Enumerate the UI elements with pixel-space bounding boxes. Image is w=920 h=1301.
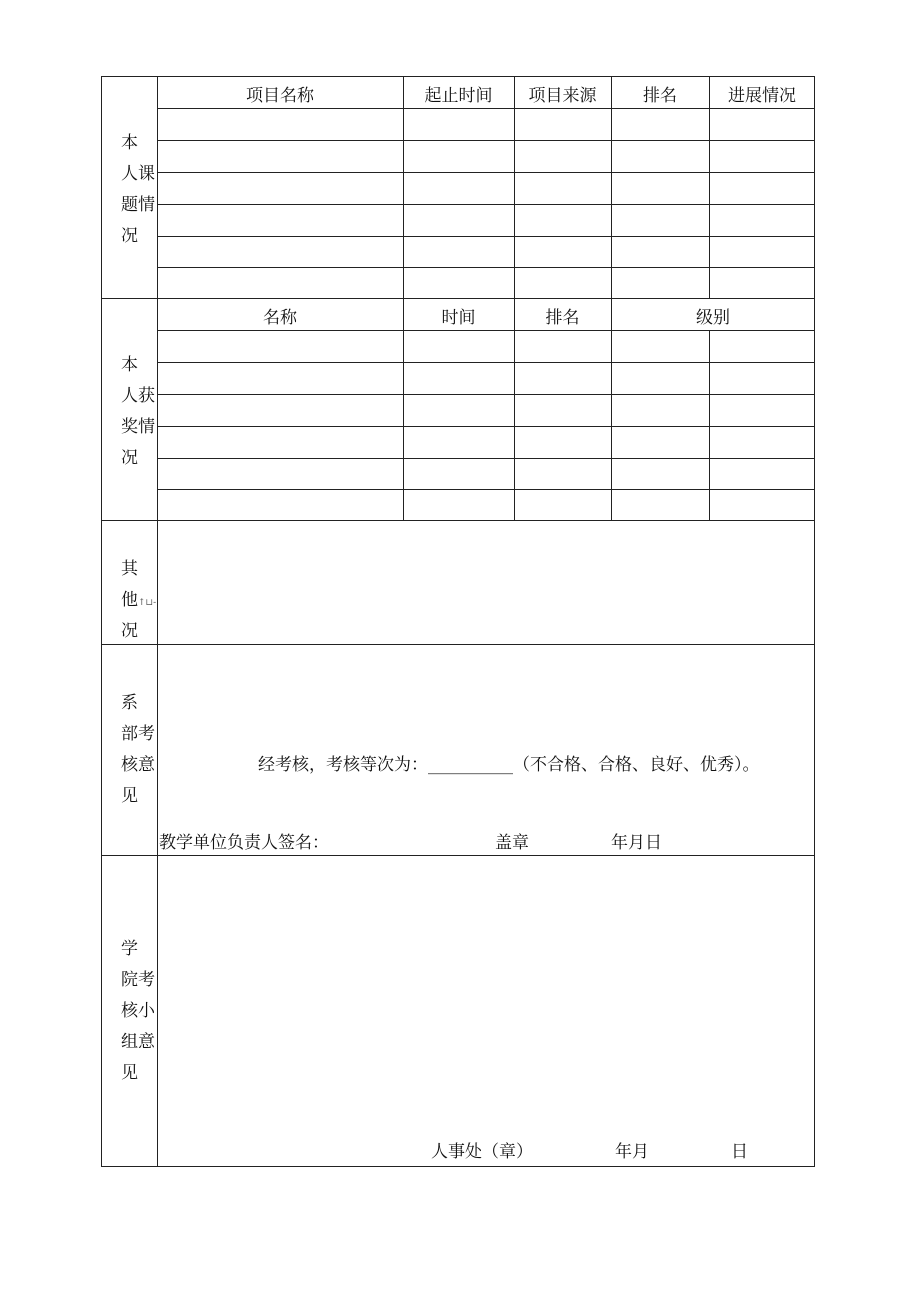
header-award-rank: 排名: [545, 308, 580, 328]
other-content-area[interactable]: [158, 521, 814, 644]
border-bottom: [101, 1166, 815, 1167]
header-award-time: 时间: [441, 308, 476, 328]
other-label: 其 他↑⊔- 况: [121, 559, 157, 641]
table-column-line: [709, 330, 710, 520]
table-row-line: [157, 140, 815, 141]
table-row-line: [157, 362, 815, 363]
header-progress: 进展情况: [728, 86, 796, 106]
header-source: 项目来源: [528, 86, 597, 106]
table-column-line: [403, 76, 404, 298]
signer-label: 教学单位负责人签名：: [159, 833, 329, 853]
border-left: [101, 76, 102, 1167]
header-duration: 起止时间: [424, 86, 493, 106]
table-column-line: [611, 298, 612, 520]
header-award-name: 名称: [263, 308, 297, 328]
table-column-line: [611, 76, 612, 298]
table-column-line: [403, 298, 404, 520]
table-row-line: [157, 426, 815, 427]
table-row-line: [157, 489, 815, 490]
header-rank: 排名: [643, 86, 677, 106]
border-right: [814, 76, 815, 1167]
table-row-line: [157, 330, 815, 331]
table-row-line: [157, 204, 815, 205]
table-row-line: [157, 394, 815, 395]
table-column-line: [709, 76, 710, 298]
grade-blank[interactable]: __________: [428, 755, 513, 775]
college-label: 学 院考 核小 组意 见: [121, 939, 155, 1083]
year-month-label: 年月: [615, 1142, 649, 1162]
date-label: 年月日: [611, 833, 662, 853]
projects-label: 本 人课 题情 况: [121, 133, 155, 246]
table-row-line: [157, 236, 815, 237]
section-divider: [101, 644, 815, 645]
header-project-name: 项目名称: [246, 86, 314, 106]
seal-label: 盖章: [495, 833, 529, 853]
table-row-line: [157, 458, 815, 459]
hr-seal-label: 人事处（章）: [431, 1142, 533, 1162]
college-content-area[interactable]: [158, 856, 814, 1136]
day-label: 日: [731, 1142, 748, 1162]
header-award-level: 级别: [696, 308, 730, 328]
dept-label: 系 部考 核意 见: [121, 693, 155, 806]
section-divider: [101, 298, 815, 299]
table-row-line: [157, 172, 815, 173]
border-top: [101, 76, 815, 77]
review-form: [101, 76, 815, 1167]
review-result-line: 经考核，考核等次为：__________（不合格、合格、良好、优秀）。: [258, 755, 760, 775]
table-row-line: [157, 267, 815, 268]
faint-mark: ↑⊔-: [138, 598, 157, 608]
table-row-line: [157, 108, 815, 109]
table-column-line: [514, 76, 515, 298]
awards-label: 本 人获 奖情 况: [121, 355, 155, 468]
table-column-line: [514, 298, 515, 520]
